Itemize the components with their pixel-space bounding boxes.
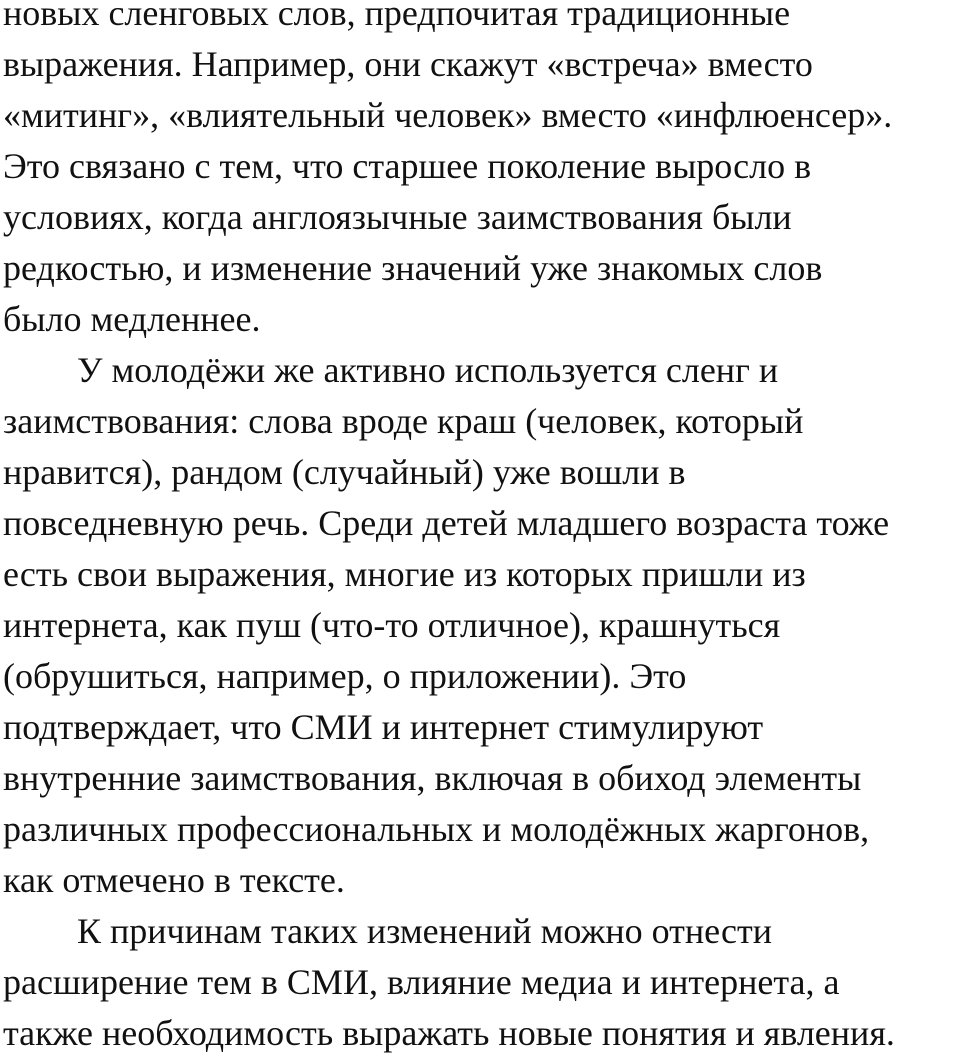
text-line-6: редкостью, и изменение значений уже знакомых слов <box>3 248 823 288</box>
text-line-18: как отмечено в тексте. <box>3 860 345 900</box>
text-line-11: повседневную речь. Среди детей младшего возраста тоже <box>3 503 890 543</box>
text-line-10: нравится), рандом (случайный) уже вошли в <box>3 452 686 492</box>
paragraph-start-line: У молодёжи же активно используется сленг и <box>77 350 779 390</box>
text-line-16: внутренние заимствования, включая в обиход элементы <box>3 758 862 798</box>
text-line-15: подтверждает, что СМИ и интернет стимулируют <box>3 707 764 747</box>
text-line-2: выражения. Например, они скажут «встреча» вместо <box>3 44 813 84</box>
paragraph-start-line: К причинам таких изменений можно отнести <box>77 911 773 951</box>
document-text <box>3 0 958 1059</box>
text-line-5: условиях, когда англоязычные заимствования были <box>3 197 792 237</box>
text-line-20: расширение тем в СМИ, влияние медиа и интернета, а <box>3 962 840 1002</box>
text-line-3: «митинг», «влиятельный человек» вместо «инфлюенсер». <box>3 95 893 135</box>
text-line-13: интернета, как пуш (что-то отличное), крашнуться <box>3 605 781 645</box>
text-line-21: также необходимость выражать новые понятия и явления. <box>3 1013 895 1053</box>
text-line-7: было медленнее. <box>3 299 261 339</box>
text-line-17: различных профессиональных и молодёжных жаргонов, <box>3 809 870 849</box>
text-line-9: заимствования: слова вроде краш (человек, который <box>3 401 804 441</box>
text-line-12: есть свои выражения, многие из которых пришли из <box>3 554 806 594</box>
text-line-14: (обрушиться, например, о приложении). Это <box>3 656 687 696</box>
text-line-1: новых сленговых слов, предпочитая традиционные <box>3 0 791 33</box>
text-line-4: Это связано с тем, что старшее поколение выросло в <box>3 146 812 186</box>
